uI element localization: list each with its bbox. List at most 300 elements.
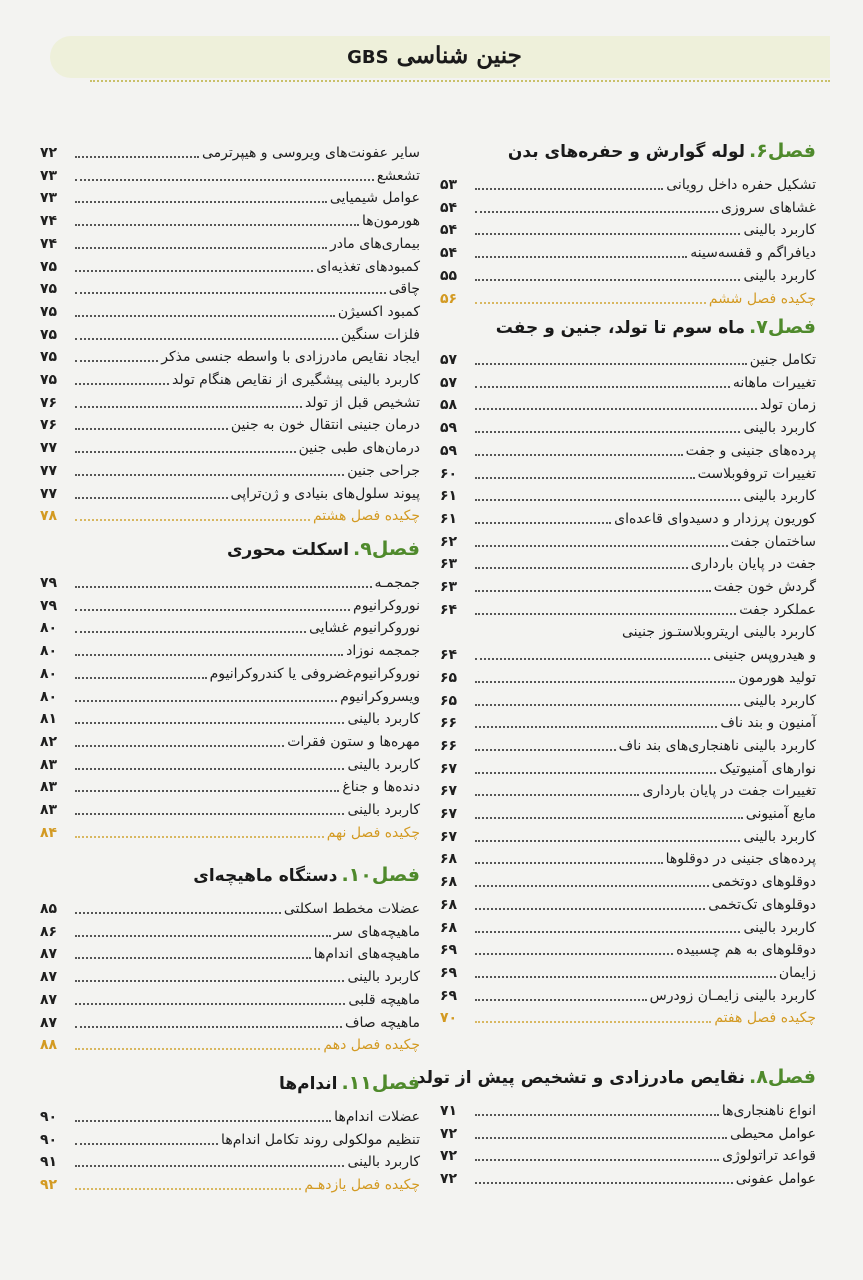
chapter-heading xyxy=(279,1072,420,1094)
entry-title: درمان جنینی انتقال خون به جنین xyxy=(230,417,420,434)
page-number: ۸۰ xyxy=(40,643,58,660)
entry-title: چاقی xyxy=(388,281,420,298)
toc-entry[interactable] xyxy=(440,415,816,437)
dot-leader xyxy=(475,499,740,501)
dot-leader xyxy=(475,1137,727,1139)
toc-entry[interactable] xyxy=(40,941,420,963)
page-number: ۷۵ xyxy=(40,303,58,320)
dot-leader xyxy=(75,497,228,499)
toc-entry[interactable] xyxy=(40,919,420,941)
entry-title: دنده‌ها و جناغ xyxy=(342,779,420,796)
dot-leader xyxy=(475,522,611,524)
book-title: جنین شناسی xyxy=(396,42,522,69)
chapter-title: نقایص مادرزادی و تشخیص پیش از تولد xyxy=(416,1068,746,1088)
toc-entry[interactable] xyxy=(40,276,420,298)
toc-entry[interactable] xyxy=(440,642,816,664)
toc-entry[interactable] xyxy=(40,570,420,592)
page-number: ۷۵ xyxy=(40,372,58,388)
dot-leader xyxy=(475,279,740,281)
entry-title: کاربرد بالینی xyxy=(347,969,420,986)
page-number: ۶۱ xyxy=(440,510,458,527)
chapter-label: فصل xyxy=(371,538,420,560)
chapter-number: ۶. xyxy=(749,140,768,162)
page-number: ۸۳ xyxy=(40,756,58,773)
entry-title: مایع آمنیونی xyxy=(745,806,816,822)
page-number: ۷۶ xyxy=(40,417,58,434)
toc-entry[interactable] xyxy=(440,1166,816,1188)
toc-entry[interactable] xyxy=(40,185,420,207)
entry-title: تشعشع xyxy=(376,167,420,184)
entry-title: کاربرد بالینی ناهنجاری‌های بند ناف xyxy=(618,737,816,754)
entry-title: چکیده فصل هفتم xyxy=(714,1010,816,1027)
dot-leader xyxy=(475,726,717,728)
toc-entry[interactable] xyxy=(40,638,420,660)
toc-entry[interactable] xyxy=(440,1098,816,1120)
toc-entry[interactable] xyxy=(40,435,420,457)
entry-title: زمان تولد xyxy=(760,397,816,414)
brand-label: GBS xyxy=(347,47,389,68)
entry-title: چکیده فصل هشتم xyxy=(312,508,420,525)
page-number: ۶۷ xyxy=(440,783,458,800)
entry-title: تنظیم مولکولی روند تکامل اندام‌ها xyxy=(221,1131,420,1148)
entry-title: دوقلوهای به هم چسبیده xyxy=(676,942,816,959)
chapter-label: فصل xyxy=(767,1066,816,1088)
entry-title: نوارهای آمنیوتیک xyxy=(719,760,816,777)
dot-leader xyxy=(475,976,776,978)
dot-leader xyxy=(75,156,199,158)
dot-leader xyxy=(475,885,709,887)
toc-entry[interactable] xyxy=(440,597,816,619)
toc-entry[interactable] xyxy=(440,1143,816,1165)
page-number: ۶۴ xyxy=(440,601,458,618)
page-number: ۷۵ xyxy=(40,349,58,366)
dot-leader xyxy=(475,302,706,304)
entry-title: جمجمـه xyxy=(374,575,420,591)
toc-entry[interactable] xyxy=(40,774,420,796)
entry-title: و هیدروپس جنینی xyxy=(713,647,816,664)
dot-leader xyxy=(475,256,687,258)
page-number: ۶۸ xyxy=(440,874,458,891)
entry-title: کاربرد بالینی xyxy=(347,1154,420,1171)
entry-title: کمبود اکسیژن xyxy=(337,303,420,320)
entry-title: درمان‌های طبی جنین xyxy=(298,440,420,457)
entry-title: کاربرد بالینی xyxy=(743,420,816,437)
chapter-number: ۹. xyxy=(353,538,372,560)
dot-leader xyxy=(475,1182,733,1184)
toc-entry[interactable] xyxy=(40,140,420,162)
toc-entry[interactable] xyxy=(440,506,816,528)
page-number: ۵۷ xyxy=(440,374,458,391)
toc-entry[interactable] xyxy=(440,619,816,641)
dot-leader xyxy=(475,567,688,569)
entry-title: بیماری‌های مادر xyxy=(329,235,420,252)
page-number: ۶۹ xyxy=(440,987,458,1004)
dot-leader xyxy=(75,722,344,724)
dot-leader xyxy=(475,477,695,479)
toc-entry[interactable] xyxy=(40,615,420,637)
entry-title: دوقلوهای تک‌تخمی xyxy=(708,896,816,913)
toc-entry[interactable] xyxy=(440,172,816,194)
toc-entry[interactable] xyxy=(440,960,816,982)
page-number: ۶۴ xyxy=(440,647,458,664)
page-number: ۵۴ xyxy=(440,245,458,262)
dot-leader xyxy=(75,631,306,633)
chapter-number: ۱۱. xyxy=(341,1072,372,1094)
toc-entry[interactable] xyxy=(440,846,816,868)
header-divider xyxy=(90,80,830,82)
page-number: ۶۰ xyxy=(440,465,458,482)
page-number: ۶۹ xyxy=(440,942,458,959)
page-number: ۷۴ xyxy=(40,235,58,252)
toc-entry[interactable] xyxy=(440,370,816,392)
toc-entry[interactable] xyxy=(40,752,420,774)
toc-entry[interactable] xyxy=(440,869,816,891)
page-number: ۷۵ xyxy=(40,281,58,298)
dot-leader xyxy=(75,179,374,181)
entry-title: چکیده فصل دهم xyxy=(323,1037,420,1054)
entry-title: چکیده فصل یازدهـم xyxy=(304,1177,420,1194)
chapter-heading xyxy=(227,538,420,560)
toc-entry[interactable] xyxy=(440,756,816,778)
page-number: ۸۰ xyxy=(40,620,58,637)
dot-leader xyxy=(75,519,310,521)
toc-entry[interactable] xyxy=(440,461,816,483)
dot-leader xyxy=(475,681,735,683)
dot-leader xyxy=(75,360,158,362)
page-number: ۶۵ xyxy=(440,692,458,709)
dot-leader xyxy=(75,700,337,702)
toc-entry[interactable] xyxy=(440,915,816,937)
entry-title: ایجاد نقایص مادرزادی با واسطه جنسی مذکر xyxy=(161,349,420,366)
page-number: ۵۳ xyxy=(440,177,458,193)
entry-title: مهره‌ها و ستون فقرات xyxy=(287,733,420,750)
page-number: ۸۵ xyxy=(40,901,58,917)
dot-leader xyxy=(75,1026,342,1028)
dot-leader xyxy=(75,383,169,385)
entry-title: عوامل محیطی xyxy=(730,1125,816,1142)
dot-leader xyxy=(75,609,350,611)
entry-title: پرده‌های جنینی و جفت xyxy=(685,442,816,459)
toc-entry[interactable] xyxy=(40,231,420,253)
toc-entry[interactable] xyxy=(440,778,816,800)
page-number: ۶۸ xyxy=(440,919,458,936)
dot-leader xyxy=(75,201,327,203)
entry-title: کاربرد بالینی اریتروبلاستـوز جنینی xyxy=(622,624,816,641)
entry-title: فلزات سنگین xyxy=(340,326,420,343)
dot-leader xyxy=(75,957,311,959)
dot-leader xyxy=(75,292,386,294)
page-number: ۵۹ xyxy=(440,420,458,437)
toc-entry[interactable] xyxy=(440,710,816,732)
chapter-heading xyxy=(496,316,816,338)
entry-title: کاربرد بالینی xyxy=(743,267,816,284)
page-number: ۸۷ xyxy=(40,969,58,986)
toc-entry[interactable] xyxy=(440,574,816,596)
dot-leader xyxy=(475,953,673,955)
dot-leader xyxy=(475,1114,719,1116)
page-number: ۷۴ xyxy=(40,213,58,230)
dot-leader xyxy=(75,1048,320,1050)
toc-entry[interactable] xyxy=(440,688,816,710)
entry-title: کاربرد بالینی xyxy=(347,756,420,773)
page-number: ۸۳ xyxy=(40,779,58,796)
page-number: ۷۵ xyxy=(40,258,58,275)
toc-entry[interactable] xyxy=(40,706,420,728)
toc-entry[interactable] xyxy=(440,551,816,573)
entry-title: پرده‌های جنینی در دوقلوها xyxy=(665,851,816,868)
page-number: ۶۸ xyxy=(440,851,458,868)
entry-title: کاربرد بالینی xyxy=(743,692,816,709)
chapter-summary-entry[interactable] xyxy=(40,1032,420,1054)
toc-entry[interactable] xyxy=(440,347,816,369)
toc-entry[interactable] xyxy=(40,593,420,615)
entry-title: کوریون پرزدار و دسیدوای قاعده‌ای xyxy=(614,510,816,527)
entry-title: جراحی جنین xyxy=(347,462,420,479)
dot-leader xyxy=(75,768,344,770)
toc-entry[interactable] xyxy=(40,412,420,434)
page-number: ۷۹ xyxy=(40,597,58,614)
entry-title: دوقلوهای دوتخمی xyxy=(711,874,816,891)
toc-entry[interactable] xyxy=(440,892,816,914)
toc-entry[interactable] xyxy=(440,529,816,551)
toc-entry[interactable] xyxy=(40,163,420,185)
page-number: ۶۷ xyxy=(440,828,458,845)
entry-title: کاربرد بالینی زایمـان زودرس xyxy=(649,987,816,1004)
toc-entry[interactable] xyxy=(40,458,420,480)
entry-title: عملکرد جفت xyxy=(739,601,816,618)
entry-title: ویسروکرانیوم xyxy=(340,688,420,705)
dot-leader xyxy=(75,247,327,249)
chapter-summary-entry[interactable] xyxy=(40,1172,420,1194)
page-number: ۷۰ xyxy=(440,1010,458,1027)
toc-entry[interactable] xyxy=(40,367,420,389)
entry-title: کاربرد بالینی xyxy=(347,802,420,818)
page-number: ۶۷ xyxy=(440,760,458,777)
dot-leader xyxy=(475,545,728,547)
toc-entry[interactable] xyxy=(40,661,420,683)
dot-leader xyxy=(475,1021,711,1023)
page-number: ۸۰ xyxy=(40,665,58,682)
entry-title: قواعد تراتولوژی xyxy=(722,1148,816,1165)
toc-entry[interactable] xyxy=(440,263,816,285)
toc-entry[interactable] xyxy=(440,1121,816,1143)
toc-entry[interactable] xyxy=(40,344,420,366)
page-number: ۶۶ xyxy=(440,737,458,754)
entry-title: کاربرد بالینی xyxy=(743,919,816,936)
page-number: ۷۸ xyxy=(40,508,58,525)
dot-leader xyxy=(475,386,730,388)
entry-title: ماهیچه قلبی xyxy=(348,991,420,1008)
toc-entry[interactable] xyxy=(40,390,420,412)
entry-title: تشخیص قبل از تولد xyxy=(304,394,420,411)
toc-entry[interactable] xyxy=(40,208,420,230)
toc-entry[interactable] xyxy=(40,299,420,321)
dot-leader xyxy=(475,590,711,592)
chapter-title: ماه سوم تا تولد، جنین و جفت xyxy=(495,318,746,338)
page-number: ۶۳ xyxy=(440,556,458,573)
chapter-label: فصل xyxy=(767,316,816,338)
entry-title: تشکیل حفره داخل رویانی xyxy=(666,177,816,193)
toc-entry[interactable] xyxy=(40,1127,420,1149)
toc-entry[interactable] xyxy=(40,1149,420,1171)
toc-entry[interactable] xyxy=(40,964,420,986)
dot-leader xyxy=(475,704,740,706)
chapter-title: لوله گوارش و حفره‌های بدن xyxy=(507,142,746,162)
page-number: ۷۲ xyxy=(440,1171,458,1188)
chapter-summary-entry[interactable] xyxy=(40,820,420,842)
dot-leader xyxy=(475,363,747,365)
chapter-heading xyxy=(508,140,816,162)
page-number: ۷۵ xyxy=(40,326,58,343)
page-number: ۷۷ xyxy=(40,462,58,479)
entry-title: تغییرات تروفوبلاست xyxy=(697,465,816,482)
toc-entry[interactable] xyxy=(440,392,816,414)
page-number: ۶۹ xyxy=(440,964,458,981)
dot-leader xyxy=(475,749,616,751)
page-number: ۷۳ xyxy=(40,167,58,184)
page-number: ۶۲ xyxy=(440,533,458,550)
dot-leader xyxy=(75,270,313,272)
toc-entry[interactable] xyxy=(440,438,816,460)
toc-entry[interactable] xyxy=(40,987,420,1009)
dot-leader xyxy=(75,654,343,656)
page-number: ۷۲ xyxy=(440,1148,458,1165)
page-number: ۶۳ xyxy=(440,579,458,595)
toc-entry[interactable] xyxy=(440,983,816,1005)
page-number: ۷۳ xyxy=(40,190,58,207)
page-number: ۵۴ xyxy=(440,222,458,239)
page-number: ۷۲ xyxy=(440,1125,458,1142)
dot-leader xyxy=(75,586,372,588)
chapter-summary-entry[interactable] xyxy=(440,1005,816,1027)
page-number: ۵۵ xyxy=(440,267,458,284)
dot-leader xyxy=(475,931,740,933)
page-number: ۸۸ xyxy=(40,1037,58,1054)
dot-leader xyxy=(75,428,228,430)
dot-leader xyxy=(75,1143,218,1145)
entry-title: جفت در پایان بارداری xyxy=(690,556,816,573)
toc-entry[interactable] xyxy=(440,217,816,239)
chapter-label: فصل xyxy=(371,1072,420,1094)
dot-leader xyxy=(75,451,296,453)
entry-title: پیوند سلول‌های بنیادی و ژن‌تراپی xyxy=(230,485,420,502)
dot-leader xyxy=(75,980,344,982)
entry-title: غشاهای سروزی xyxy=(720,199,816,216)
dot-leader xyxy=(475,613,736,615)
dot-leader xyxy=(475,908,705,910)
entry-title: عوامل شیمیایی xyxy=(329,190,420,207)
dot-leader xyxy=(475,408,757,410)
page-number: ۷۷ xyxy=(40,440,58,457)
entry-title: نوروکرانیوم غشایی xyxy=(308,620,420,637)
dot-leader xyxy=(75,1188,301,1190)
toc-entry[interactable] xyxy=(440,240,816,262)
page-number: ۸۶ xyxy=(40,923,58,940)
entry-title: آمنیون و بند ناف xyxy=(720,715,816,732)
page-number: ۵۷ xyxy=(440,352,458,368)
chapter-label: فصل xyxy=(767,140,816,162)
page-number: ۷۱ xyxy=(440,1103,458,1119)
toc-entry[interactable] xyxy=(40,1010,420,1032)
page-number: ۷۹ xyxy=(40,575,58,591)
toc-entry[interactable] xyxy=(40,729,420,751)
page-number: ۵۹ xyxy=(440,442,458,459)
dot-leader xyxy=(475,454,683,456)
toc-entry[interactable] xyxy=(40,322,420,344)
dot-leader xyxy=(75,338,338,340)
page-number: ۸۳ xyxy=(40,802,58,818)
dot-leader xyxy=(475,817,743,819)
chapter-number: ۱۰. xyxy=(341,864,372,886)
page-number: ۶۶ xyxy=(440,715,458,732)
entry-title: تکامل جنین xyxy=(749,352,816,368)
dot-leader xyxy=(75,813,344,815)
chapter-summary-entry[interactable] xyxy=(40,503,420,525)
dot-leader xyxy=(475,188,663,190)
entry-title: تغییرات ماهانه xyxy=(732,374,816,391)
toc-entry[interactable] xyxy=(40,896,420,918)
page-number: ۸۷ xyxy=(40,991,58,1008)
toc-entry[interactable] xyxy=(440,195,816,217)
entry-title: کاربرد بالینی xyxy=(347,711,420,728)
dot-leader xyxy=(75,912,281,914)
toc-entry[interactable] xyxy=(440,483,816,505)
dot-leader xyxy=(75,406,302,408)
toc-entry[interactable] xyxy=(40,684,420,706)
toc-entry[interactable] xyxy=(440,937,816,959)
toc-entry[interactable] xyxy=(40,1104,420,1126)
dot-leader xyxy=(475,999,647,1001)
dot-leader xyxy=(75,935,331,937)
toc-entry[interactable] xyxy=(440,824,816,846)
toc-entry[interactable] xyxy=(40,797,420,819)
entry-title: ماهیچه صاف xyxy=(344,1014,420,1031)
page-number: ۸۰ xyxy=(40,688,58,705)
chapter-summary-entry[interactable] xyxy=(440,286,816,308)
toc-entry[interactable] xyxy=(40,481,420,503)
toc-entry[interactable] xyxy=(440,733,816,755)
entry-title: کمبودهای تغذیه‌ای xyxy=(316,258,420,275)
page-number: ۷۶ xyxy=(40,394,58,411)
page-number: ۷۷ xyxy=(40,485,58,502)
entry-title: کاربرد بالینی xyxy=(743,222,816,239)
page-number: ۶۸ xyxy=(440,896,458,913)
dot-leader xyxy=(475,233,740,235)
dot-leader xyxy=(75,745,284,747)
page-number: ۶۱ xyxy=(440,488,458,505)
page-number: ۵۶ xyxy=(440,290,458,307)
dot-leader xyxy=(75,1003,345,1005)
dot-leader xyxy=(75,315,335,317)
page-header xyxy=(0,42,863,69)
chapter-title: اندام‌ها xyxy=(278,1074,338,1094)
entry-title: هورمون‌ها xyxy=(361,213,420,230)
page-number: ۶۵ xyxy=(440,669,458,686)
dot-leader xyxy=(75,474,344,476)
chapter-title: اسکلت محوری xyxy=(226,540,350,560)
page-number: ۸۷ xyxy=(40,1014,58,1031)
entry-title: انواع ناهنجاری‌ها xyxy=(721,1103,816,1119)
page-number: ۹۱ xyxy=(40,1154,58,1171)
page-number: ۷۲ xyxy=(40,145,58,161)
toc-entry[interactable] xyxy=(440,665,816,687)
dot-leader xyxy=(475,772,716,774)
entry-title: کاربرد بالینی پیشگیری از نقایص هنگام تولد xyxy=(171,372,420,388)
toc-entry[interactable] xyxy=(440,801,816,823)
dot-leader xyxy=(475,658,710,660)
dot-leader xyxy=(75,836,324,838)
toc-entry[interactable] xyxy=(40,254,420,276)
